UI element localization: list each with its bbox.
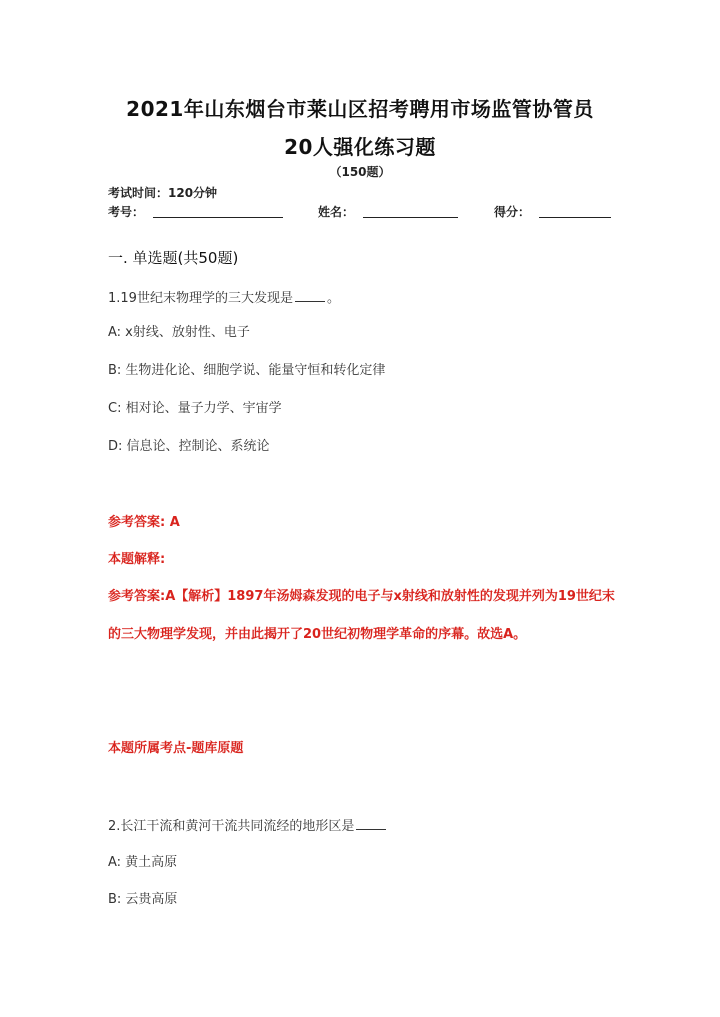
question-1-explanation: 参考答案:A【解析】1897年汤姆森发现的电子与x射线和放射性的发现并列为19世纪末的三大物理学发现，并由此揭开了20世纪初物理学革命的序幕。故选A。 — [108, 589, 615, 642]
question-1-stem-text: 1.19世纪末物理学的三大发现是 — [108, 291, 293, 306]
question-1-answer: 参考答案: A — [108, 515, 180, 530]
name-field[interactable] — [363, 217, 458, 218]
question-1-explain-label: 本题解释: — [108, 552, 166, 567]
exam-time: 考试时间：120分钟 — [108, 186, 218, 200]
question-2-option-b: B: 云贵高原 — [108, 892, 178, 907]
question-1-blank — [295, 289, 325, 302]
score-label: 得分： — [494, 205, 531, 219]
question-1-option-d: D: 信息论、控制论、系统论 — [108, 439, 270, 454]
question-1-option-a: A: x射线、放射性、电子 — [108, 325, 250, 340]
question-2-blank — [356, 817, 386, 830]
question-1-option-b: B: 生物进化论、细胞学说、能量守恒和转化定律 — [108, 363, 386, 378]
question-1-stem — [108, 287, 340, 306]
section-title: 一. 单选题(共50题) — [108, 249, 239, 267]
question-1-stem-end: 。 — [326, 291, 340, 306]
exam-title-line1: 2021年山东烟台市莱山区招考聘用市场监管协管员 — [126, 97, 594, 121]
question-count: （150题） — [329, 165, 391, 179]
exam-no-field[interactable] — [153, 217, 283, 218]
question-2-stem-text: 2.长江干流和黄河干流共同流经的地形区是 — [108, 819, 355, 834]
question-2-option-a: A: 黄土高原 — [108, 855, 178, 870]
question-1-option-c: C: 相对论、量子力学、宇宙学 — [108, 401, 282, 416]
exam-no-label: 考号： — [108, 205, 145, 219]
exam-title-line2: 20人强化练习题 — [284, 135, 436, 159]
score-field[interactable] — [539, 217, 611, 218]
name-label: 姓名： — [318, 205, 355, 219]
question-1-point: 本题所属考点-题库原题 — [108, 741, 244, 756]
question-2-stem — [108, 815, 388, 834]
